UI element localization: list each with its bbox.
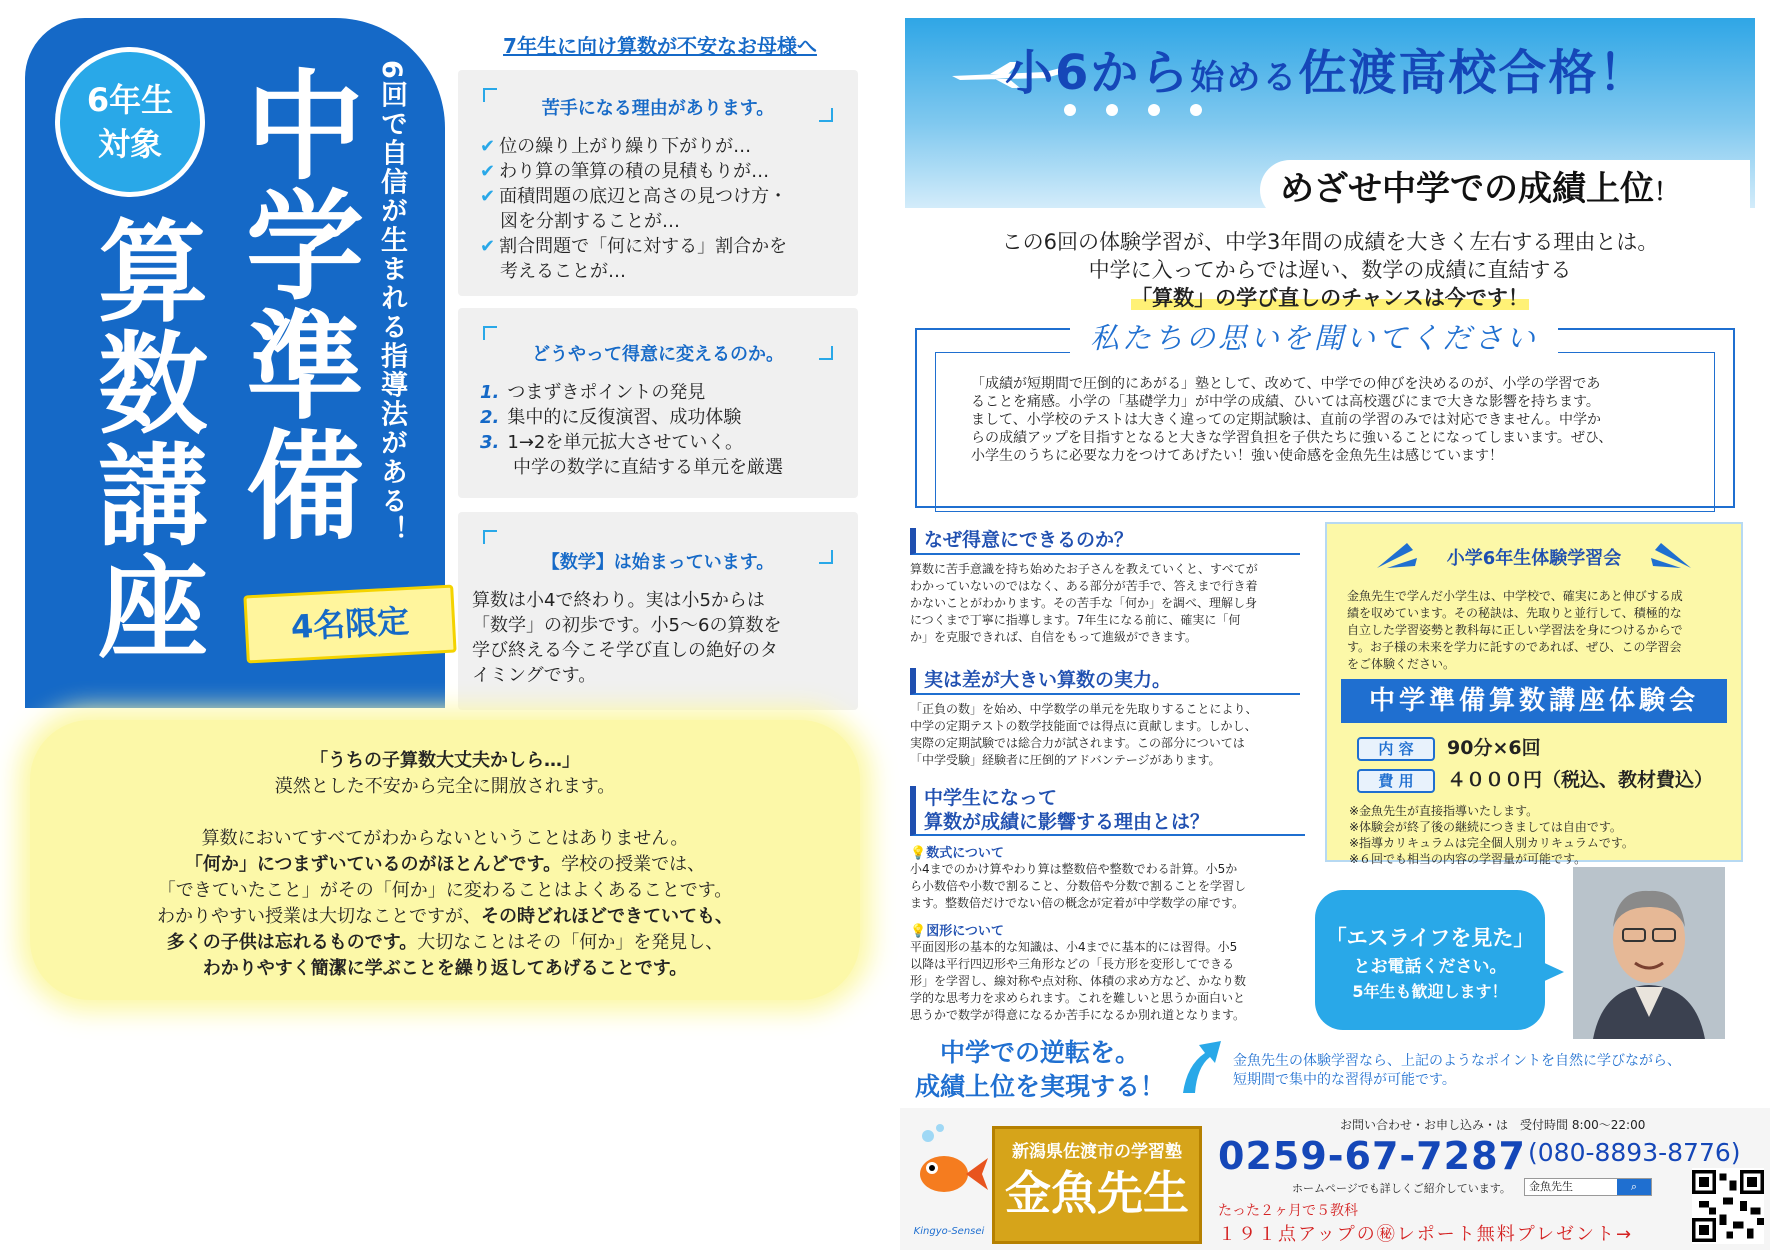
text-line: 形」を学習し、線対称や点対称、体積の求め方など、かなり数 bbox=[910, 974, 1247, 988]
text-line: 績を収めています。その秘訣は、先取りと並行して、積極的な bbox=[1347, 606, 1682, 620]
grade-badge bbox=[60, 52, 200, 192]
course-banner: 中学準備算数講座体験会 bbox=[1341, 679, 1727, 723]
footer bbox=[900, 1108, 1770, 1250]
math-box-title: 【数学】は始まっています。 bbox=[541, 552, 775, 573]
trial-title: 小学6年生体験学習会 bbox=[1446, 548, 1622, 569]
note-line: ※指導カリキュラムは完全個人別カリキュラムです。 bbox=[1349, 836, 1634, 850]
contact-hours: お問い合わせ・お申し込み・は 受付時間 8:00〜22:00 bbox=[1340, 1118, 1646, 1132]
detail-row: 費 用 ４０００円（税込、教材費込） bbox=[1357, 765, 1741, 793]
text-line: 「数学」の初歩です。小5〜6の算数を bbox=[472, 615, 782, 636]
check-icon: ✔ bbox=[480, 136, 496, 157]
search-icon[interactable]: ⌕ bbox=[1617, 1179, 1651, 1195]
thoughts-inner-frame bbox=[935, 352, 1715, 512]
right-subtitle: めざせ中学での成績上位！ bbox=[1260, 160, 1750, 220]
thoughts-line: らの成績アップを目指すとなると大きな学習負担を子供たちに強いることになってしまいます。ぜひ、 bbox=[971, 430, 1613, 446]
text-line: わかっていないのではなく、ある部分が苦手で、答えまで行き着 bbox=[910, 579, 1258, 593]
thoughts-line: 「成績が短期間で圧倒的にあがる」塾として、改めて、中学での伸びを決めるのが、小学の学習であ bbox=[971, 376, 1601, 392]
lightbulb-icon: 💡 bbox=[910, 924, 927, 939]
reassurance-panel bbox=[30, 720, 860, 1000]
school-sign: 新潟県佐渡市の学習塾 金魚先生 bbox=[992, 1126, 1202, 1244]
call-speech-bubble: 「エスライフを見た」 とお電話ください。 5年生も歓迎します！ bbox=[1315, 890, 1545, 1030]
list-item: 2. 集中的に反復演習、成功体験 bbox=[480, 407, 742, 428]
closing-note: 金魚先生の体験学習なら、上記のようなポイントを自然に学びながら、 短期間で集中的な習得が可能です。 bbox=[1233, 1053, 1681, 1088]
list-item: ✔ 割合問題で「何に対する」割合かを bbox=[480, 236, 788, 257]
yellow-line: 漠然とした不安から完全に開放されます。 bbox=[274, 776, 616, 797]
section-why bbox=[910, 528, 1300, 646]
promo-line: たった２ヶ月で５教科 bbox=[1218, 1203, 1358, 1219]
dotted-trail bbox=[1060, 100, 1230, 120]
yellow-line: 「うちの子算数大丈夫かしら…」 bbox=[310, 750, 580, 771]
note-line: ※６回でも相当の内容の学習量が可能です。 bbox=[1349, 852, 1587, 866]
text-line: か」を克服できれば、自信をもって進級ができます。 bbox=[910, 630, 1198, 644]
text-line: 自立した学習姿勢と教科毎に正しい学習法を身につけるからで bbox=[1347, 623, 1683, 637]
content-tag: 内 容 bbox=[1357, 737, 1435, 761]
text-line: 以降は平行四辺形や三角形などの「長方形を変形してできる bbox=[910, 957, 1235, 971]
text-line: ら小数倍や小数で割ること、分数倍や分数で割ることを学習し bbox=[910, 879, 1247, 893]
list-item: 1. つまずきポイントの発見 bbox=[480, 382, 706, 403]
yellow-line: 算数においてすべてがわからないということはありません。 bbox=[201, 828, 689, 849]
section-influence bbox=[910, 786, 1305, 1024]
method-box-title: どうやって得意に変えるのか。 bbox=[532, 344, 784, 365]
list-item-continuation: 図を分割することが… bbox=[500, 211, 680, 232]
teacher-photo bbox=[1573, 867, 1725, 1039]
list-item: 3. 1→2を単元拡大させていく。 bbox=[480, 432, 744, 453]
thoughts-title: 私たちの思いを聞いてください bbox=[1070, 316, 1558, 357]
text-line: 学的な思考力を求められます。これを難しいと思うか面白いと bbox=[910, 991, 1246, 1005]
lightbulb-icon: 💡 bbox=[910, 846, 927, 861]
thoughts-line: まして、小学校のテストは大きく違っての定期試験は、直前の学習のみでは対応できません。中学か bbox=[971, 412, 1601, 428]
vertical-subtitle: 6回で自信が生まれる指導法がある！ bbox=[376, 60, 407, 545]
text-line: 小4までのかけ算やわり算は整数倍や整数でわる計算。小5か bbox=[910, 862, 1238, 876]
intro-block bbox=[905, 228, 1755, 312]
homepage-note: ホームページでも詳しくご紹介しています。 bbox=[1292, 1182, 1511, 1195]
list-item: ✔ わり算の筆算の積の見積もりが… bbox=[480, 161, 770, 182]
goldfish-logo: Kingyo-Sensei bbox=[908, 1122, 990, 1237]
method-box bbox=[458, 308, 858, 498]
badge-line1: 6年生 bbox=[86, 81, 174, 119]
section-gap bbox=[910, 668, 1300, 769]
speech-tail bbox=[1538, 960, 1564, 984]
badge-line2: 対象 bbox=[97, 125, 162, 163]
mid-heading: 7年生に向け算数が不安なお母様へ bbox=[503, 34, 817, 58]
yellow-line: 「できていたこと」がその「何か」に変わることはよくあることです。 bbox=[157, 880, 733, 901]
list-item: ✔ 面積問題の底辺と高さの見つけ方・ bbox=[480, 186, 788, 207]
text-line: 算数は小4で終わり。実は小5からは bbox=[472, 590, 765, 611]
text-line: かないことがわかります。その苦手な「何か」を調べ、理解し身 bbox=[910, 596, 1258, 610]
arrow-up-icon bbox=[1175, 1035, 1225, 1095]
yellow-line: 「何か」につまずいているのがほとんどです。学校の授業では、 bbox=[184, 854, 706, 875]
section-heading: 実は差が大きい算数の実力。 bbox=[910, 668, 1300, 695]
list-item: ✔ 位の繰り上がり繰り下がりが… bbox=[480, 136, 752, 157]
text-line: 金魚先生で学んだ小学生は、中学校で、確実にあと伸びする成 bbox=[1347, 589, 1683, 603]
reason-box bbox=[458, 70, 858, 296]
search-box[interactable] bbox=[1524, 1178, 1652, 1196]
yellow-line: 多くの子供は忘れるものです。大切なことはその「何か」を発見し、 bbox=[166, 932, 724, 953]
trial-session-box bbox=[1325, 522, 1743, 866]
section-heading: 中学生になって 算数が成績に影響する理由とは？ bbox=[910, 786, 1305, 836]
burst-right-icon bbox=[1651, 538, 1691, 568]
fee-tag: 費 用 bbox=[1357, 769, 1435, 793]
promo-line[interactable]: １９１点アップの㊙レポート無料プレゼント→ bbox=[1218, 1224, 1634, 1245]
note-line: ※体験会が終了後の継続につきましては自由です。 bbox=[1349, 820, 1622, 834]
text-line: 平面図形の基本的な知識は、小4までに基本的には習得。小5 bbox=[910, 940, 1238, 954]
teacher-portrait bbox=[1573, 867, 1725, 1039]
check-icon: ✔ bbox=[480, 236, 496, 257]
burst-left-icon bbox=[1377, 538, 1417, 568]
thoughts-line: 小学生のうちに必要な力をつけてあげたい！強い使命感を金魚先生は感じています！ bbox=[971, 448, 1503, 464]
search-input[interactable]: 金魚先生 bbox=[1529, 1180, 1573, 1193]
title-column-1: 中学準備 bbox=[226, 64, 364, 544]
text-line: 算数に苦手意識を持ち始めたお子さんを教えていくと、すべてが bbox=[910, 562, 1258, 576]
text-line: 学び終える今こそ学び直しの絶好のタ bbox=[472, 640, 778, 661]
intro-line: 中学に入ってからでは遅い、数学の成績に直結する bbox=[1088, 258, 1572, 282]
subsection-label: 💡数式について bbox=[910, 846, 1004, 861]
subsection-label: 💡図形について bbox=[910, 924, 1004, 939]
reason-box-title: 苦手になる理由があります。 bbox=[541, 98, 775, 119]
text-line: 「正負の数」を始め、中学数学の単元を先取りすることにより、 bbox=[910, 702, 1258, 716]
text-line: 中学の定期テストの数学技能面では得点に貢献します。しかし、 bbox=[910, 719, 1257, 733]
note-line: ※金魚先生が直接指導いたします。 bbox=[1349, 804, 1539, 818]
limit-ribbon: 4名限定 bbox=[243, 585, 456, 664]
text-line: ます。整数倍だけでない倍の概念が定着が中学数学の扉です。 bbox=[910, 896, 1245, 910]
text-line: 思うかで数学が得意になるか苦手になるか別れ道となります。 bbox=[910, 1008, 1246, 1022]
trial-details bbox=[1327, 723, 1741, 793]
check-icon: ✔ bbox=[480, 161, 496, 182]
mobile-number[interactable]: (080-8893-8776) bbox=[1528, 1138, 1741, 1167]
list-item-continuation: 中学の数学に直結する単元を厳選 bbox=[513, 457, 783, 478]
text-line: す。お子様の未来を学力に託すのであれば、ぜひ、この学習会 bbox=[1347, 640, 1682, 654]
text-line: をご体験ください。 bbox=[1347, 657, 1456, 671]
reversal-callout: 中学での逆転を。 成績上位を実現する！ bbox=[914, 1038, 1165, 1101]
check-icon: ✔ bbox=[480, 186, 496, 207]
section-heading: なぜ得意にできるのか？ bbox=[910, 528, 1300, 555]
text-line: 実際の定期試験では総合力が試されます。この部分については bbox=[910, 736, 1245, 750]
list-item-continuation: 考えることが… bbox=[500, 261, 626, 282]
text-line: イミングです。 bbox=[472, 665, 597, 686]
goldfish-icon bbox=[908, 1122, 990, 1222]
thoughts-line: ることを痛感。小学の「基礎学力」が中学の成績、ひいては高校選びにまで大きな影響を持ちます。 bbox=[971, 394, 1600, 410]
yellow-line: わかりやすく簡潔に学ぶことを繰り返してあげることです。 bbox=[202, 958, 688, 979]
text-line: につくまで丁寧に指導します。7年生になる前に、確実に「何 bbox=[910, 613, 1241, 627]
intro-line: この6回の体験学習が、中学3年間の成績を大きく左右する理由とは。 bbox=[1001, 230, 1659, 254]
intro-line: 「算数」の学び直しのチャンスは今です！ bbox=[1131, 286, 1529, 310]
qr-code[interactable] bbox=[1692, 1168, 1764, 1244]
detail-row: 内 容 90分×6回 bbox=[1357, 733, 1741, 761]
math-box bbox=[458, 512, 858, 710]
phone-number[interactable]: 0259-67-7287 bbox=[1218, 1134, 1526, 1178]
right-title: 小6から始める佐渡高校合格！ bbox=[1005, 45, 1649, 101]
title-column-2: 算数講座 bbox=[80, 214, 208, 662]
text-line: 「中学受験」経験者に圧倒的アドバンテージがあります。 bbox=[910, 753, 1221, 767]
qr-code-icon bbox=[1692, 1168, 1764, 1244]
yellow-line: わかりやすい授業は大切なことですが、その時どれほどできていても、 bbox=[157, 906, 733, 927]
